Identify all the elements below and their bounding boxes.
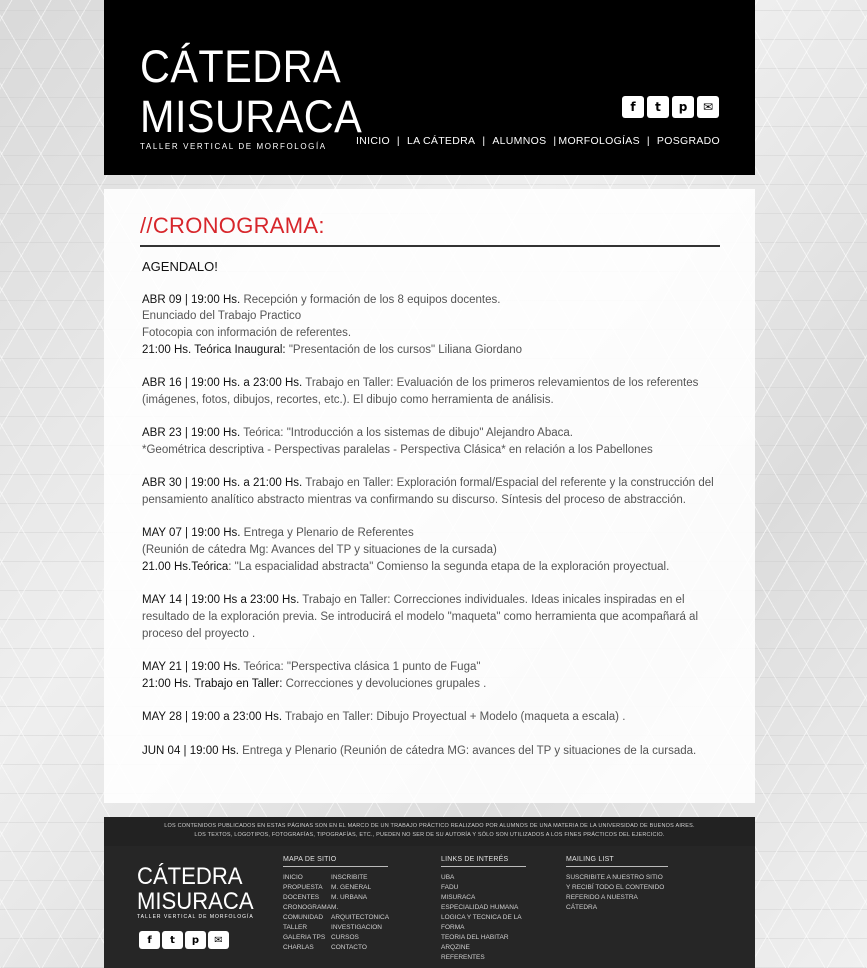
schedule-date: MAY 21 | 19:00 Hs. [142,661,244,674]
footer-sitemap [283,856,388,953]
schedule-date: 21:00 Hs. Trabajo en Taller: [142,677,286,690]
interest-link[interactable]: ESPECIALIDAD HUMANA [441,904,519,911]
schedule-date: MAY 07 | 19:00 Hs. [142,527,244,540]
schedule-line [142,375,722,408]
schedule-line [142,475,722,508]
nav-separator: | [553,135,557,147]
links-title: LINKS DE INTERÉS [441,856,526,867]
sitemap-link[interactable]: INSCRIBITE [331,874,368,881]
sitemap-col-2 [331,873,389,953]
schedule-line [142,425,722,442]
mail-icon[interactable]: ✉ [697,96,719,118]
logo-line-1: CÁTEDRA [140,41,342,92]
sitemap-link[interactable]: TALLER [283,924,308,931]
facebook-icon[interactable]: f [622,96,644,118]
schedule-description: (Reunión de cátedra Mg: Avances del TP y situaciones de la cursada) [142,544,497,557]
disclaimer-line-1: LOS CONTENIDOS PUBLICADOS EN ESTAS PÁGINAS SON EN EL MARCO DE UN TRABAJO PRÁCTICO REALIZADO POR ALUMNOS DE UNA MATERIA DE LA UNIVERSIDAD DE BUENOS AIRES. [164,823,695,829]
interest-link[interactable]: UBA [441,874,455,881]
schedule-entry [142,709,722,726]
nav-separator: | [646,135,650,147]
schedule-line [142,525,722,542]
schedule-description: Trabajo en Taller: Exploración formal/Espacial del referente y la construcción del pensamiento analítico abstracto mientras va confirmando su discurso. Síntesis del proceso de abstracción. [142,477,714,507]
twitter-icon[interactable]: t [162,931,183,949]
schedule-list [142,292,722,760]
schedule-date: ABR 09 | 19:00 Hs. [142,293,244,306]
schedule-line [142,342,722,359]
schedule-description: : "La espacialidad abstracta" Comienso la segunda etapa de la exploración proyectual. [228,560,670,573]
schedule-entry [142,375,722,408]
schedule-date: 21.00 Hs.Teórica [142,560,229,573]
schedule-line [142,292,722,309]
schedule-date: MAY 14 | 19:00 Hs a 23:00 Hs. [142,594,303,607]
schedule-date: JUN 04 | 19:00 Hs. [142,744,243,757]
schedule-line [142,743,722,760]
schedule-description: *Geométrica descriptiva - Perspectivas paralelas - Perspectiva Clásica* en relación a los Pabellones [142,444,653,456]
sitemap-link[interactable]: DOCENTES [283,894,320,901]
schedule-line [142,442,722,459]
schedule-line [142,676,722,693]
schedule-entry [142,525,722,575]
schedule-line [142,592,722,642]
schedule-intro: AGENDALO! [142,259,218,274]
interest-link[interactable]: FADU [441,884,459,891]
sitemap-col-1 [283,873,331,953]
footer-logo[interactable] [137,864,264,920]
schedule-line [142,709,722,726]
main-content [104,189,755,803]
schedule-date: MAY 28 | 19:00 a 23:00 Hs. [142,711,285,724]
schedule-entry [142,743,722,760]
social-links [622,96,719,118]
schedule-date: ABR 16 | 19:00 Hs. a 23:00 Hs. [142,377,306,390]
main-nav [356,135,720,147]
site-logo[interactable] [140,42,382,151]
schedule-entry [142,592,722,642]
schedule-date: ABR 23 | 19:00 Hs. [142,427,244,440]
schedule-line [142,542,722,559]
schedule-entry [142,292,722,359]
schedule-description: Teórica: "Introducción a los sistemas de dibujo" Alejandro Abaca. [243,427,573,440]
footer-logo-line-2: MISURACA [137,888,254,915]
pinterest-icon[interactable]: p [672,96,694,118]
interest-link[interactable]: MISURACA [441,894,476,901]
schedule-line [142,308,722,325]
nav-separator: | [482,135,486,147]
pinterest-icon[interactable]: p [185,931,206,949]
schedule-description: Entrega y Plenario de Referentes [243,527,414,540]
schedule-description: Fotocopia con información de referentes. [142,327,352,340]
mail-icon[interactable]: ✉ [208,931,229,949]
sitemap-link[interactable]: CONTACTO [331,944,367,951]
mailing-text[interactable]: SUSCRIBITE A NUESTRO SITIO Y RECIBÍ TODO EL CONTENIDO REFERIDO A NUESTRA CÁTEDRA [566,874,665,911]
interest-link[interactable]: LOGICA Y TECNICA DE LA FORMA [441,914,522,931]
sitemap-link[interactable]: INVESTIGACION [331,924,382,931]
schedule-description: Teórica: "Perspectiva clásica 1 punto de Fuga" [243,661,481,674]
schedule-description: Enunciado del Trabajo Practico [142,310,302,323]
twitter-icon[interactable]: t [647,96,669,118]
schedule-date: ABR 30 | 19:00 Hs. a 21:00 Hs. [142,477,306,490]
page-title: //CRONOGRAMA: [140,213,720,247]
sitemap-link[interactable]: GALERIA TPS [283,934,326,941]
nav-alumnos[interactable]: ALUMNOS [492,135,547,147]
nav-separator: | [396,135,400,147]
schedule-description: Entrega y Plenario (Reunión de cátedra MG: avances del TP y situaciones de la cursada. [242,744,697,757]
site-header [104,0,755,175]
schedule-description: Trabajo en Taller: Dibujo Proyectual + Modelo (maqueta a escala) . [285,711,626,724]
schedule-line [142,659,722,676]
schedule-entry [142,425,722,458]
mailing-title: MAILING LIST [566,856,668,867]
sitemap-link[interactable]: COMUNIDAD [283,914,324,921]
disclaimer-bar [104,817,755,846]
sitemap-title: MAPA DE SITIO [283,856,388,867]
nav-morfologias[interactable]: MORFOLOGÍAS [558,135,640,147]
nav-posgrado[interactable]: POSGRADO [656,135,720,147]
sitemap-link[interactable]: M. GENERAL [331,884,372,891]
logo-subtitle: TALLER VERTICAL DE MORFOLOGÍA [140,142,327,151]
schedule-line [142,325,722,342]
schedule-description: "Presentación de los cursos" Liliana Giordano [288,343,523,356]
footer-social-links [139,931,229,949]
sitemap-link[interactable]: M. URBANA [331,894,368,901]
interest-link[interactable]: TEORIA DEL HABITAR [441,934,509,941]
sitemap-link[interactable]: CRONOGRAMA [283,904,332,911]
interest-link[interactable]: REFERENTES [441,954,485,961]
site-footer [104,846,755,968]
sitemap-link[interactable]: M. ARQUITECTONICA [331,904,390,921]
schedule-description: Trabajo en Taller: Correcciones individuales. Ideas inicales inspiradas en el resultado de la exploración previa. Se introducirá el modelo "maqueta" como herramienta que acompañará al proceso del proyecto . [142,594,699,640]
schedule-description: Recepción y formación de los 8 equipos docentes. [243,293,501,306]
schedule-entry [142,475,722,508]
footer-logo-line-1: CÁTEDRA [137,863,243,890]
footer-links [441,856,526,963]
schedule-body [142,259,722,776]
sitemap-link[interactable]: CURSOS [331,934,359,941]
schedule-description: Correcciones y devoluciones grupales . [285,677,487,690]
schedule-description: Trabajo en Taller: Evaluación de los primeros relevamientos de los referentes (imágenes, fotos, dibujos, recortes, etc.). El dibujo como herramienta de análisis. [142,377,699,406]
links-list [441,873,526,963]
interest-link[interactable]: ARQZINE [441,944,470,951]
sitemap-link[interactable]: INICIO [283,874,303,881]
footer-logo-subtitle: TALLER VERTICAL DE MORFOLOGÍA [137,914,254,920]
facebook-icon[interactable]: f [139,931,160,949]
nav-la-catedra[interactable]: LA CÁTEDRA [406,135,476,147]
nav-inicio[interactable]: INICIO [356,135,390,147]
footer-mailing [566,856,668,913]
schedule-line [142,559,722,576]
schedule-entry [142,659,722,692]
sitemap-link[interactable]: PROPUESTA [283,884,323,891]
logo-line-2: MISURACA [140,91,363,142]
schedule-date: 21:00 Hs. Teórica Inaugural: [142,343,289,356]
disclaimer-line-2: LOS TEXTOS, LOGOTIPOS, FOTOGRAFÍAS, TIPOGRAFÍAS, ETC., PUEDEN NO SER DE SU AUTORÍA Y SÓLO SON UTILIZADOS A LOS FINES PRÁCTICOS DEL EJERCICIO. [194,832,665,838]
sitemap-link[interactable]: CHARLAS [283,944,314,951]
